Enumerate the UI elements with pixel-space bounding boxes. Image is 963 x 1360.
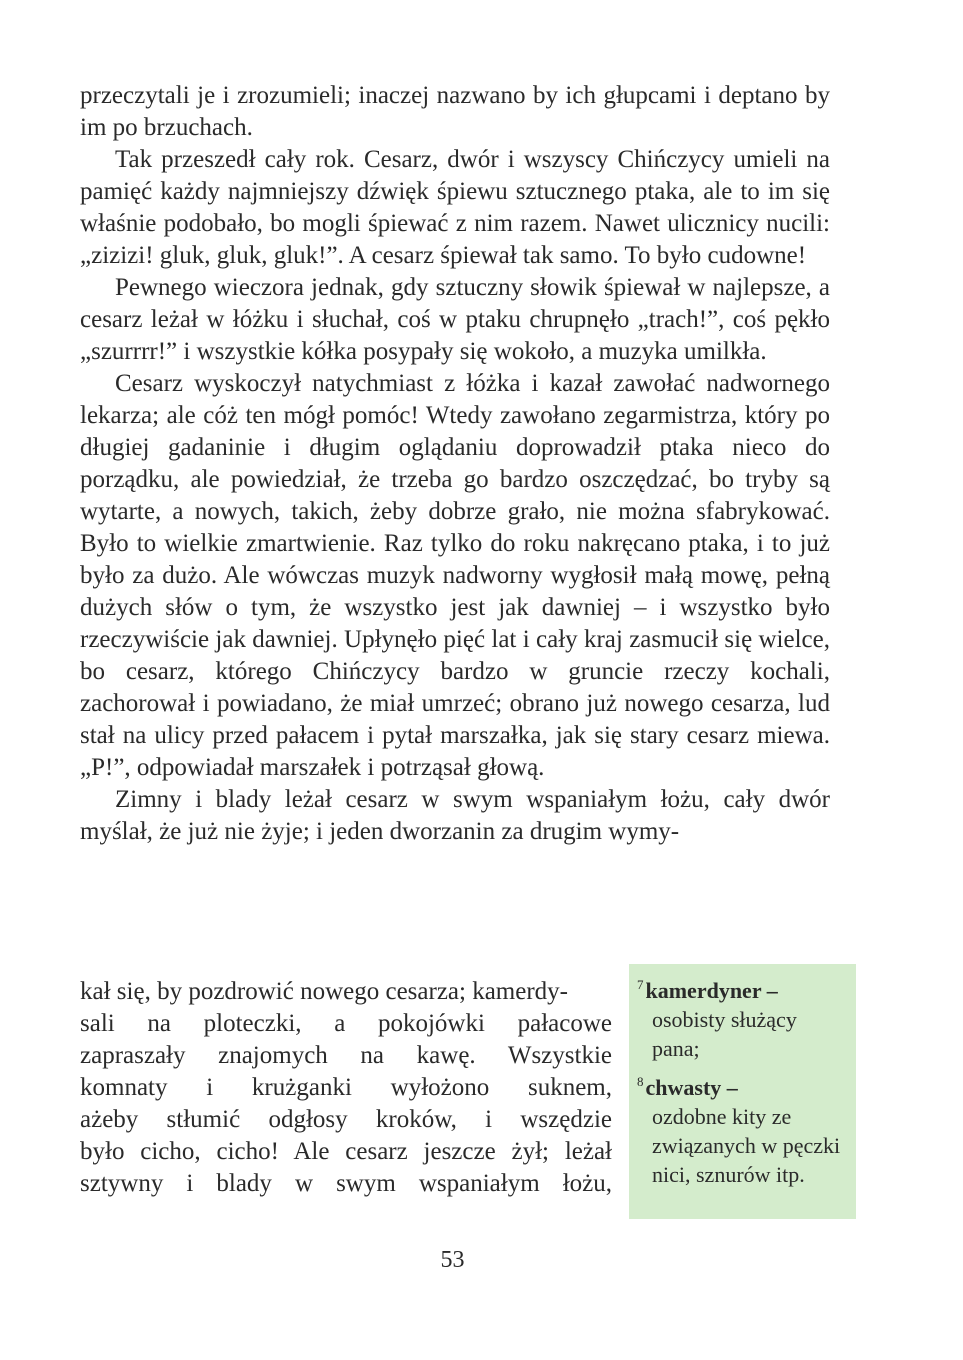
paragraph-1: przeczytali je i zrozumieli; inaczej nazwano by ich głupcami i deptano by im po brzuchach. bbox=[80, 82, 830, 141]
footnote-box bbox=[629, 964, 856, 1219]
footnote-term: chwasty – bbox=[645, 1075, 738, 1100]
wrapped-text bbox=[80, 976, 612, 1200]
wrapped-line: komnaty i krużganki wyłożono suknem, bbox=[80, 1074, 612, 1101]
footnote-7 bbox=[637, 970, 848, 1063]
footnote-8 bbox=[637, 1067, 848, 1189]
paragraph-3: Pewnego wieczora jednak, gdy sztuczny słowik śpiewał w najlepsze, a cesarz leżał w łóżku i słuchał, coś w ptaku chrupnęło „trach!”, coś pękło „szurrrr!” i wszystkie kółka posypały się wokoło, a muzyka umilkła. bbox=[80, 274, 830, 365]
paragraph-5-start: Zimny i blady leżał cesarz w swym wspaniałym łożu, cały dwór myślał, że już nie żyje; i jeden dworzanin za drugim wymy- bbox=[80, 786, 830, 845]
footnote-number: 7 bbox=[637, 977, 644, 992]
wrapped-line: sztywny i blady w swym wspaniałym łożu, bbox=[80, 1170, 612, 1197]
wrapped-line: ażeby stłumić odgłosy kroków, i wszędzie bbox=[80, 1106, 612, 1133]
footnote-definition: osobisty służący pana; bbox=[652, 1007, 797, 1061]
paragraph-4: Cesarz wyskoczył natychmiast z łóżka i kazał zawołać nadwornego lekarza; ale cóż ten mógł pomóc! Wtedy zawołano zegarmistrza, który po długiej gadaninie i długim oglądaniu doprowadził ptaka nieco do porządku, ale powiedział, że trzeba go bardzo oszczędzać, bo tryby są wytarte, a nowych, takich, żeby dobrze grało, nie można sfabrykować. Było to wielkie zmartwienie. Raz tylko do roku nakręcano ptaka, i to już było za dużo. Ale wówczas muzyk nadworny wygłosił małą mowę, pełną dużych słów o tym, że wszystko jest jak dawniej – i wszystko było rzeczywiście jak dawniej. Upłynęło pięć lat i cały kraj zasmucił się wielce, bo cesarz, którego Chińczycy bardzo w gruncie rzeczy kochali, zachorował i powiadano, że miał umrzeć; obrano już nowego cesarza, lud stał na ulicy przed pałacem i pytał marszałka, jak się stary cesarz miewa. „P!”, odpowiadał marszałek i potrząsał głową. bbox=[80, 370, 830, 781]
footnote-number: 8 bbox=[637, 1074, 644, 1089]
wrapped-line: zapraszały znajomych na kawę. Wszystkie bbox=[80, 1042, 612, 1069]
main-text bbox=[80, 80, 830, 848]
footnote-term: kamerdyner – bbox=[645, 978, 778, 1003]
paragraph-2: Tak przeszedł cały rok. Cesarz, dwór i wszyscy Chińczycy umieli na pamięć każdy najmniejszy dźwięk śpiewu sztucznego ptaka, ale to im się właśnie podobało, bo mogli śpiewać z nim razem. Nawet ulicznicy nucili: „zizizi! gluk, gluk, gluk!”. A cesarz śpiewał tak samo. To było cudowne! bbox=[80, 146, 830, 269]
page-number: 53 bbox=[440, 1247, 465, 1273]
wrapped-line: kał się, by pozdrowić nowego cesarza; kamerdy- bbox=[80, 978, 569, 1005]
footnote-definition: ozdobne kity ze związanych w pęczki nici, sznurów itp. bbox=[652, 1104, 841, 1187]
wrapped-line: sali na ploteczki, a pokojówki pałacowe bbox=[80, 1010, 612, 1037]
wrapped-line: było cicho, cicho! Ale cesarz jeszcze żył; leżał bbox=[80, 1138, 612, 1165]
